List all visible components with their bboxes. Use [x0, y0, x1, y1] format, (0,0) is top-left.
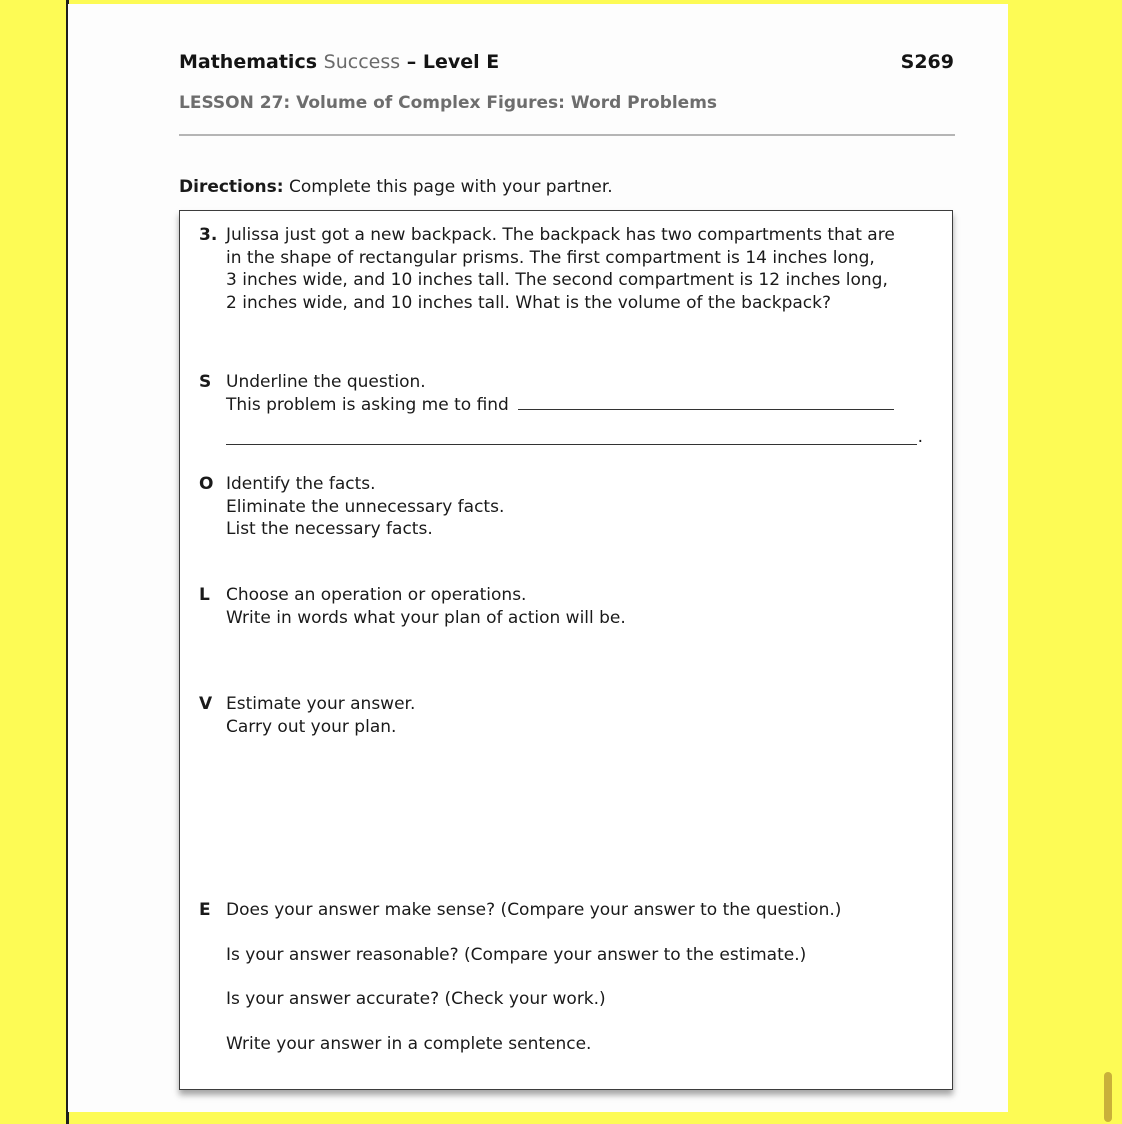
step-s-find-row — [226, 394, 936, 417]
step-s-line: Underline the question. — [226, 372, 426, 392]
step-l-letter: L — [199, 585, 210, 605]
step-v-line: Estimate your answer. — [226, 694, 416, 714]
series-title-bold: Mathematics — [179, 51, 318, 73]
step-v-letter: V — [199, 694, 213, 714]
problem-line: 2 inches wide, and 10 inches tall. What is the volume of the backpack? — [226, 292, 831, 313]
step-s — [199, 371, 936, 445]
blank-end-punct: . — [917, 427, 923, 447]
problem-section — [199, 224, 936, 314]
lesson-title: LESSON 27: Volume of Complex Figures: Word Problems — [179, 93, 718, 113]
problem-line: in the shape of rectangular prisms. The first compartment is 14 inches long, — [226, 247, 875, 268]
series-level: – Level E — [406, 51, 500, 73]
step-v-text — [226, 693, 936, 738]
problem-box — [179, 210, 953, 1090]
step-l — [199, 584, 936, 629]
directions-label: Directions: — [179, 177, 284, 197]
step-e — [199, 899, 936, 1055]
step-e-letter: E — [199, 900, 211, 920]
step-l-line: Write in words what your plan of action will be. — [226, 607, 626, 628]
header-divider — [179, 134, 955, 136]
series-title — [179, 51, 499, 73]
step-s-letter: S — [199, 372, 212, 392]
step-s-text — [226, 371, 936, 416]
step-e-line: Is your answer reasonable? (Compare your answer to the estimate.) — [226, 944, 807, 965]
step-l-line: Choose an operation or operations. — [226, 585, 527, 605]
answer-blank[interactable] — [518, 409, 894, 410]
answer-blank-full[interactable] — [226, 427, 923, 447]
step-o — [199, 473, 936, 541]
page-number: S269 — [900, 51, 954, 73]
step-s-line: This problem is asking me to find — [226, 394, 509, 415]
series-title-light: Success — [323, 51, 401, 73]
step-e-text — [226, 899, 936, 1055]
step-e-line: Is your answer accurate? (Check your work.) — [226, 989, 606, 1009]
step-l-text — [226, 584, 936, 629]
step-o-text — [226, 473, 936, 541]
problem-number: 3. — [199, 225, 218, 245]
problem-line: 3 inches wide, and 10 inches tall. The second compartment is 12 inches long, — [226, 270, 888, 290]
step-o-line: Eliminate the unnecessary facts. — [226, 496, 505, 517]
directions-text: Complete this page with your partner. — [289, 177, 613, 197]
step-o-line: List the necessary facts. — [226, 519, 433, 539]
scrollbar-thumb[interactable] — [1104, 1072, 1112, 1122]
step-o-line: Identify the facts. — [226, 474, 376, 494]
step-v-line: Carry out your plan. — [226, 716, 397, 737]
step-v — [199, 693, 936, 738]
step-e-line: Does your answer make sense? (Compare your answer to the question.) — [226, 900, 842, 920]
document-page — [68, 4, 1008, 1112]
problem-text — [226, 224, 936, 314]
step-o-letter: O — [199, 474, 214, 494]
directions — [179, 177, 613, 197]
step-e-line: Write your answer in a complete sentence. — [226, 1033, 592, 1054]
problem-line: Julissa just got a new backpack. The backpack has two compartments that are — [226, 225, 895, 245]
